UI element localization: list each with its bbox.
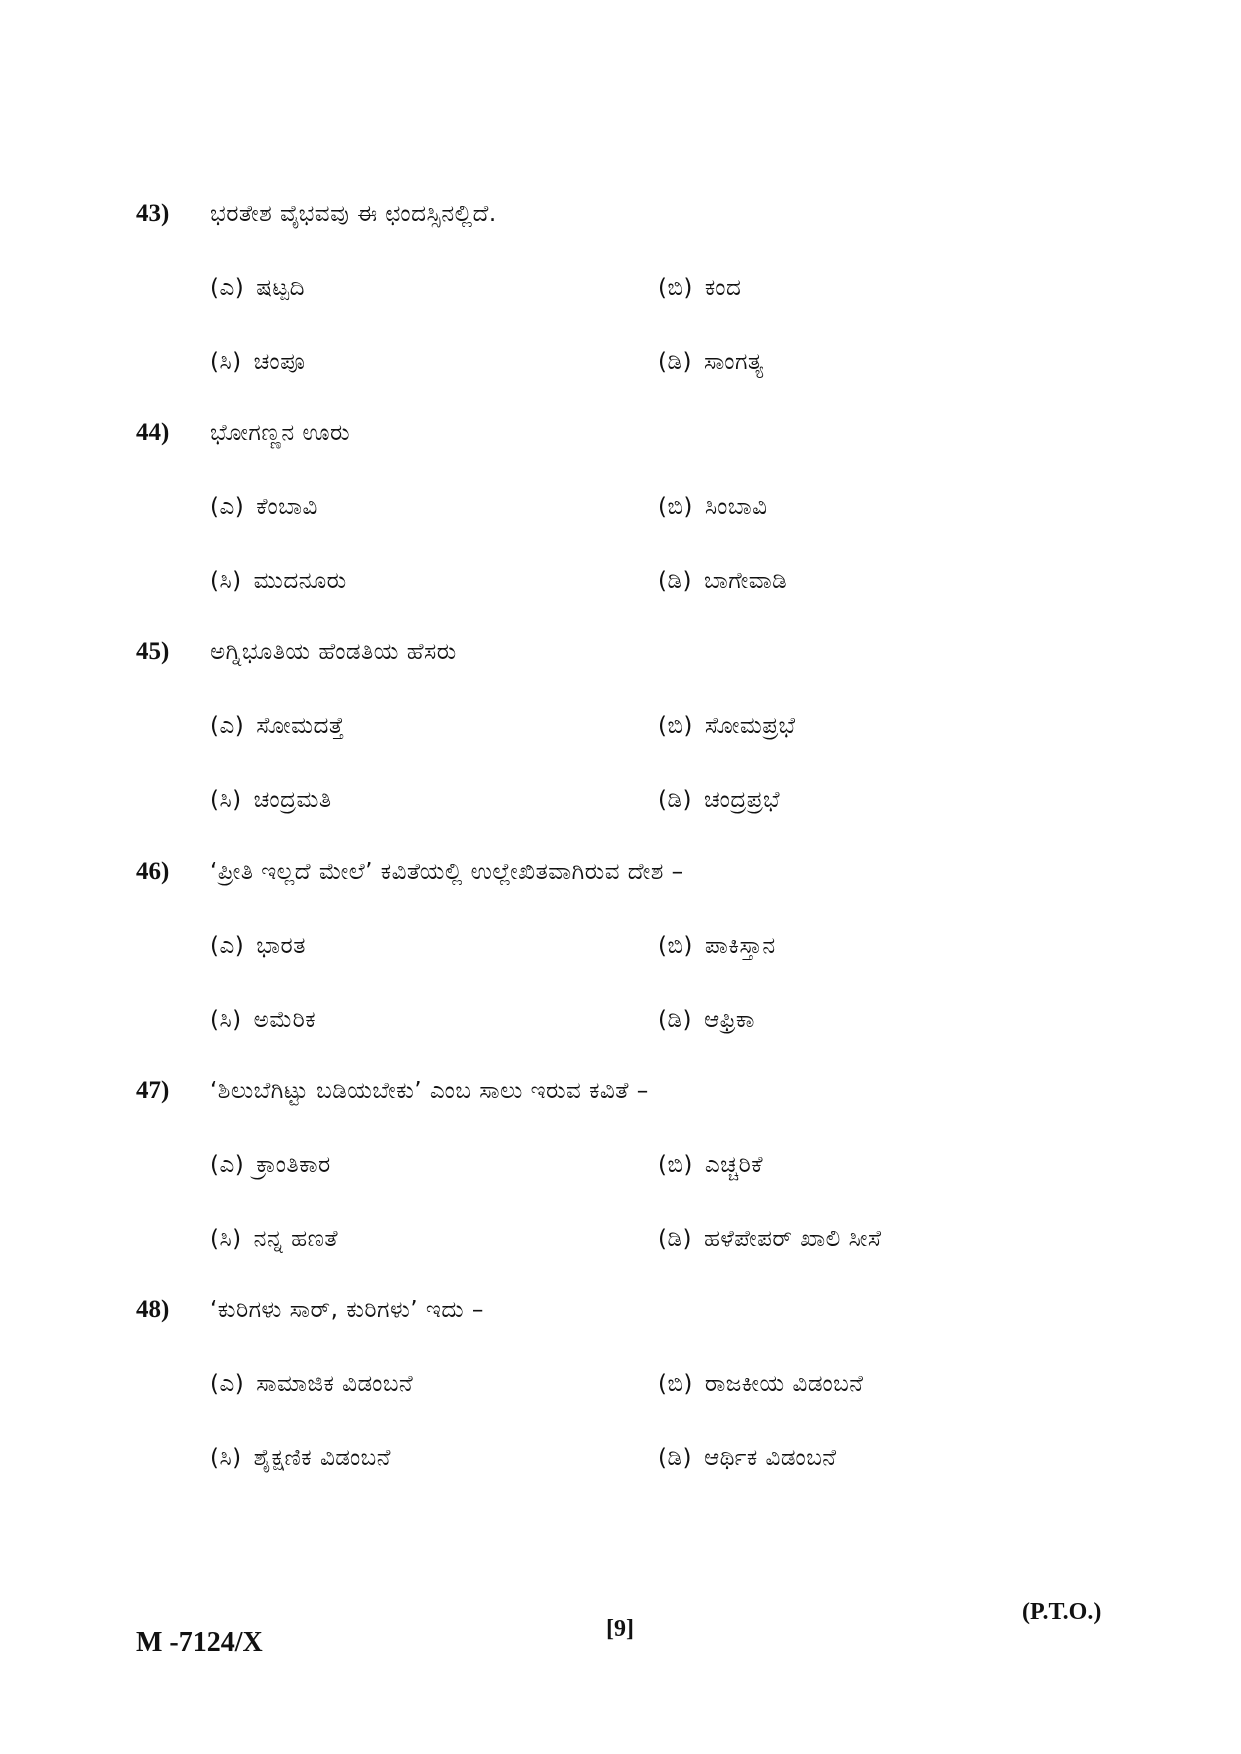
option-text: ಚಂಪೂ — [253, 349, 306, 375]
paper-code: M -7124/X — [136, 1627, 263, 1658]
option-c — [210, 1442, 391, 1474]
option-c — [210, 346, 305, 378]
option-text: ಸೋಮಪ್ರಭೆ — [704, 713, 796, 739]
option-a — [210, 1368, 413, 1400]
option-a — [210, 272, 305, 304]
option-label: (ಎ) — [210, 494, 245, 520]
option-c — [210, 1004, 316, 1036]
option-b — [658, 710, 796, 742]
question-number: 46) — [136, 858, 170, 885]
option-text: ಆರ್ಥಿಕ ವಿಡಂಬನೆ — [703, 1445, 837, 1471]
option-text: ಶೈಕ್ಷಣಿಕ ವಿಡಂಬನೆ — [253, 1445, 391, 1471]
option-text: ಬಾಗೇವಾಡಿ — [703, 568, 788, 594]
question-number: 48) — [136, 1296, 170, 1323]
question-text: ಭರತೇಶ ವೈಭವವು ಈ ಛಂದಸ್ಸಿನಲ್ಲಿದೆ. — [210, 201, 497, 227]
option-label: (ಸಿ) — [210, 568, 242, 594]
option-text: ಮುದನೂರು — [253, 568, 347, 594]
option-b — [658, 930, 776, 962]
option-c — [210, 565, 347, 597]
option-label: (ಸಿ) — [210, 1226, 242, 1252]
option-label: (ಡಿ) — [658, 1007, 692, 1033]
option-c — [210, 784, 332, 816]
option-label: (ಸಿ) — [210, 787, 242, 813]
option-d — [658, 565, 787, 597]
option-text: ಸಾಂಗತ್ಯ — [703, 349, 764, 375]
option-label: (ಸಿ) — [210, 1007, 242, 1033]
option-b — [658, 491, 767, 523]
option-label: (ಎ) — [210, 275, 245, 301]
option-c — [210, 1223, 338, 1255]
question-text: ಭೋಗಣ್ಣನ ಊರು — [210, 420, 351, 446]
page-number: [9] — [606, 1616, 634, 1642]
option-text: ರಾಜಕೀಯ ವಿಡಂಬನೆ — [704, 1371, 864, 1397]
pto-note: (P.T.O.) — [1022, 1599, 1102, 1625]
option-a — [210, 1149, 331, 1181]
question-text: ಅಗ್ನಿಭೂತಿಯ ಹೆಂಡತಿಯ ಹೆಸರು — [210, 639, 457, 665]
question-text: ‘ಕುರಿಗಳು ಸಾರ್, ಕುರಿಗಳು’ ಇದು – — [210, 1297, 484, 1323]
option-text: ಪಾಕಿಸ್ತಾನ — [704, 933, 776, 959]
option-text: ನನ್ನ ಹಣತೆ — [253, 1226, 339, 1252]
option-d — [658, 1223, 882, 1255]
question-47 — [0, 1075, 1241, 1295]
option-label: (ಬಿ) — [658, 933, 693, 959]
question-number: 44) — [136, 419, 170, 446]
option-label: (ಸಿ) — [210, 1445, 242, 1471]
option-text: ಕಂದ — [704, 275, 742, 301]
option-label: (ಡಿ) — [658, 1445, 692, 1471]
question-43 — [0, 198, 1241, 418]
option-label: (ಎ) — [210, 933, 245, 959]
option-text: ಚಂದ್ರಪ್ರಭೆ — [703, 787, 781, 813]
option-d — [658, 346, 764, 378]
option-text: ಆಫ್ರಿಕಾ — [703, 1007, 755, 1033]
question-text: ‘ಪ್ರೀತಿ ಇಲ್ಲದೆ ಮೇಲೆ’ ಕವಿತೆಯಲ್ಲಿ ಉಲ್ಲೇಖಿತವಾಗಿರುವ ದೇಶ – — [210, 859, 684, 885]
option-label: (ಬಿ) — [658, 713, 693, 739]
option-label: (ಬಿ) — [658, 275, 693, 301]
option-d — [658, 1442, 837, 1474]
question-number: 45) — [136, 638, 170, 665]
option-label: (ಬಿ) — [658, 1371, 693, 1397]
option-text: ಹಳೆಪೇಪರ್ ಖಾಲಿ ಸೀಸೆ — [703, 1226, 882, 1252]
option-label: (ಬಿ) — [658, 1152, 693, 1178]
option-a — [210, 710, 344, 742]
option-a — [210, 930, 306, 962]
question-text: ‘ಶಿಲುಬೆಗಿಟ್ಟು ಬಡಿಯಬೇಕು’ ಎಂಬ ಸಾಲು ಇರುವ ಕವಿತೆ – — [210, 1078, 649, 1104]
option-label: (ಡಿ) — [658, 568, 692, 594]
option-b — [658, 1368, 863, 1400]
question-number: 47) — [136, 1077, 170, 1104]
option-text: ಷಟ್ಪದಿ — [256, 275, 306, 301]
question-48 — [0, 1294, 1241, 1514]
option-text: ಚಂದ್ರಮತಿ — [253, 787, 332, 813]
option-text: ಸಾಮಾಜಿಕ ವಿಡಂಬನೆ — [256, 1371, 414, 1397]
question-46 — [0, 856, 1241, 1076]
option-label: (ಎ) — [210, 713, 245, 739]
option-a — [210, 491, 318, 523]
option-text: ಭಾರತ — [256, 933, 306, 959]
option-b — [658, 272, 741, 304]
option-label: (ಡಿ) — [658, 787, 692, 813]
option-label: (ಡಿ) — [658, 1226, 692, 1252]
option-text: ಸಿಂಬಾವಿ — [704, 494, 768, 520]
question-45 — [0, 636, 1241, 856]
question-44 — [0, 417, 1241, 637]
option-b — [658, 1149, 763, 1181]
option-label: (ಎ) — [210, 1371, 245, 1397]
option-d — [658, 1004, 755, 1036]
question-number: 43) — [136, 200, 170, 227]
option-label: (ಬಿ) — [658, 494, 693, 520]
option-label: (ಸಿ) — [210, 349, 242, 375]
option-text: ಸೋಮದತ್ತೆ — [256, 713, 345, 739]
option-d — [658, 784, 780, 816]
option-text: ಎಚ್ಚರಿಕೆ — [704, 1152, 764, 1178]
option-text: ಅಮೆರಿಕ — [253, 1007, 317, 1033]
option-text: ಕ್ರಾಂತಿಕಾರ — [256, 1152, 331, 1178]
option-label: (ಡಿ) — [658, 349, 692, 375]
option-label: (ಎ) — [210, 1152, 245, 1178]
option-text: ಕೆಂಬಾವಿ — [256, 494, 318, 520]
